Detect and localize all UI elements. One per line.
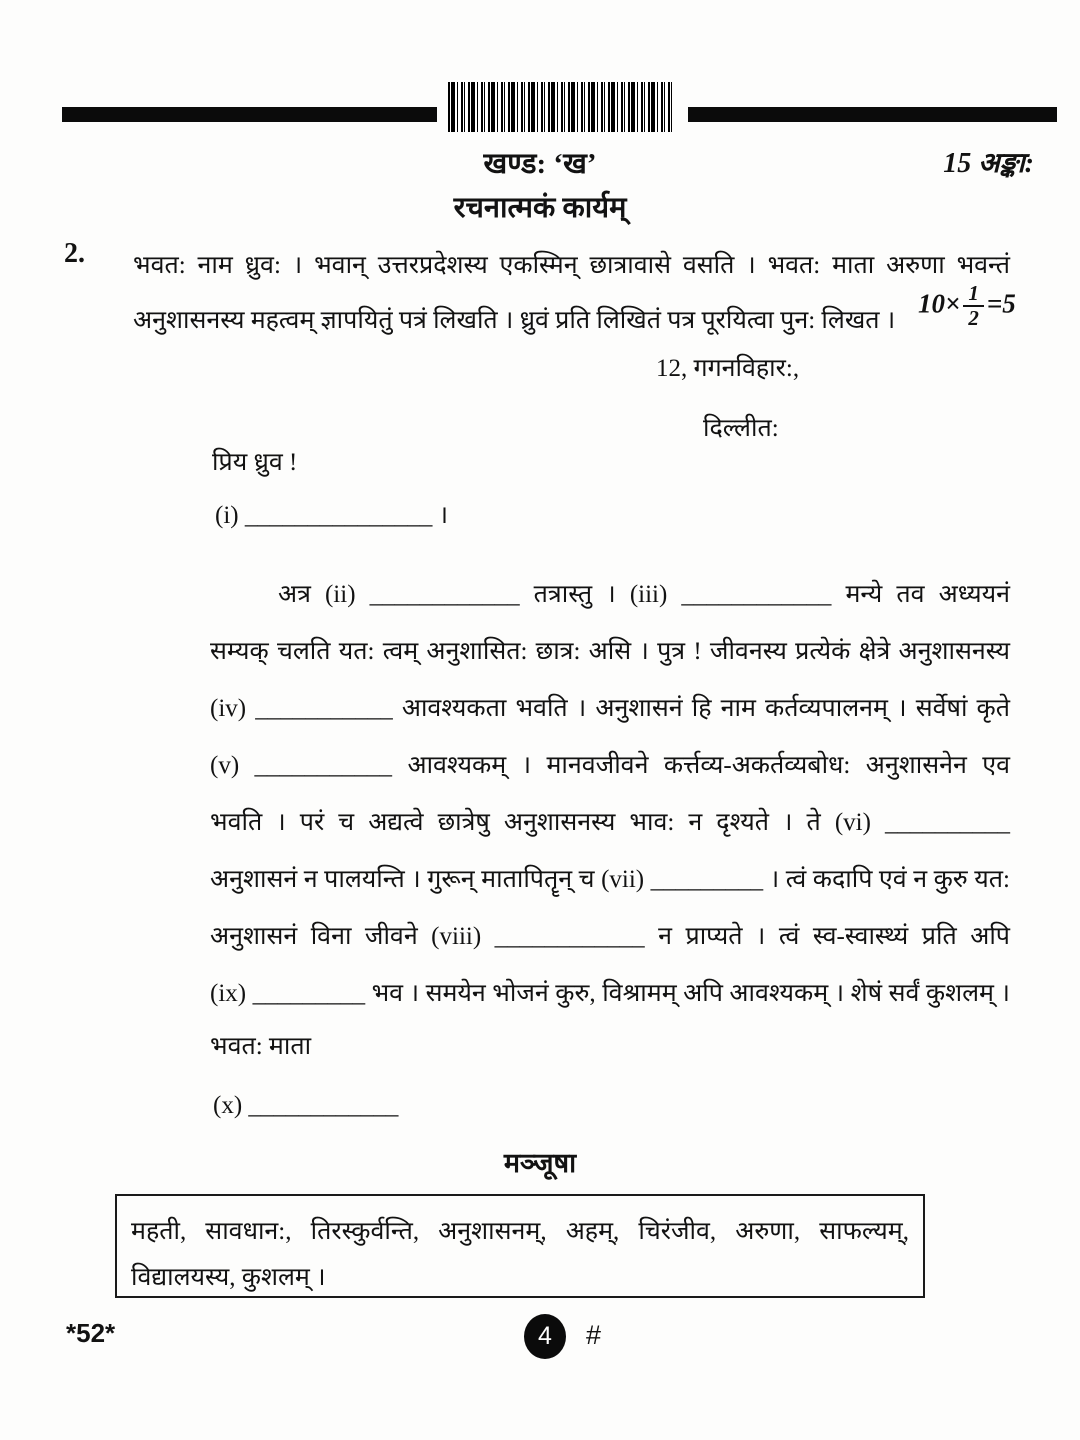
marks-result: =5	[986, 288, 1016, 319]
letter-salutation: प्रिय ध्रुव !	[212, 449, 298, 476]
question-text	[133, 238, 1010, 348]
footer-hash-mark: #	[586, 1320, 602, 1350]
footer-code: *52*	[66, 1318, 116, 1348]
letter-blank-x: (x) ____________	[213, 1092, 399, 1119]
letter-body	[210, 566, 1010, 1022]
page-number: 4	[538, 1322, 552, 1350]
letter-body-line: अनुशासनं विना जीवने (viii) ____________ न प्राप्यते । त्वं स्व-स्वास्थ्यं प्रति अपि	[210, 923, 1010, 950]
fraction-denominator: 2	[968, 306, 979, 331]
manjusha-words-line: महती, सावधान:, तिरस्कुर्वन्ति, अनुशासनम्, अहम्, चिरंजीव, अरुणा, साफल्यम्,	[131, 1218, 909, 1245]
letter-blank-i: (i) _______________ ।	[215, 502, 449, 529]
section-title: खण्ड: ‘ख’	[483, 148, 597, 180]
marks-prefix: 10×	[918, 288, 961, 319]
fraction-numerator: 1	[963, 282, 984, 307]
barcode	[448, 82, 672, 132]
marks-formula	[918, 282, 1016, 330]
letter-address-line-2: दिल्लीत:	[703, 415, 779, 442]
question-line: अनुशासनस्य महत्वम् ज्ञापयितुं पत्रं लिखति । ध्रुवं प्रति लिखितं पत्र पूरयित्वा पुन: लिखत ।	[133, 307, 896, 334]
letter-body-line: अनुशासनं न पालयन्ति । गुरून् मातापितॄन् च (vii) _________ । त्वं कदापि एवं न कुरु यत:	[210, 866, 1010, 893]
letter-body-line: (v) ___________ आवश्यकम् । मानवजीवने कर्त्तव्य-अकर्तव्यबोध: अनुशासनेन एव	[210, 752, 1010, 779]
letter-body-line: सम्यक् चलति यत: त्वम् अनुशासित: छात्र: असि । पुत्र ! जीवनस्य प्रत्येकं क्षेत्रे अनुशासनस्य	[210, 638, 1010, 665]
subsection-title: रचनात्मकं कार्यम्	[453, 192, 627, 224]
letter-body-line: (ix) _________ भव । समयेन भोजनं कुरु, विश्रामम् अपि आवश्यकम् । शेषं सर्वं कुशलम् ।	[210, 980, 1010, 1007]
letter-signoff: भवत: माता	[210, 1033, 312, 1060]
header-rule-right	[688, 107, 1057, 122]
manjusha-word-box	[115, 1194, 925, 1298]
letter-body-line: भवति । परं च अद्यत्वे छात्रेषु अनुशासनस्य भाव: न दृश्यते । ते (vi) __________	[210, 809, 1010, 836]
letter-address-line-1: 12, गगनविहार:,	[656, 355, 800, 382]
section-marks-total: 15 अङ्का:	[943, 148, 1034, 179]
marks-fraction	[963, 282, 984, 330]
question-line: भवत: नाम ध्रुव: । भवान् उत्तरप्रदेशस्य एकस्मिन् छात्रावासे वसति । भवत: माता अरुणा भवन्तं	[133, 252, 1010, 279]
letter-body-line: (iv) ___________ आवश्यकता भवति । अनुशासनं हि नाम कर्तव्यपालनम् । सर्वेषां कृते	[210, 695, 1010, 722]
header-rule-left	[62, 107, 437, 122]
letter-body-line: अत्र (ii) ____________ तत्रास्तु । (iii) ____________ मन्ये तव अध्ययनं	[278, 581, 1010, 608]
manjusha-title: मञ्जूषा	[503, 1148, 577, 1178]
question-number: 2.	[64, 238, 85, 269]
page-number-badge	[524, 1314, 566, 1359]
manjusha-words-line: विद्यालयस्य, कुशलम् ।	[131, 1264, 326, 1291]
